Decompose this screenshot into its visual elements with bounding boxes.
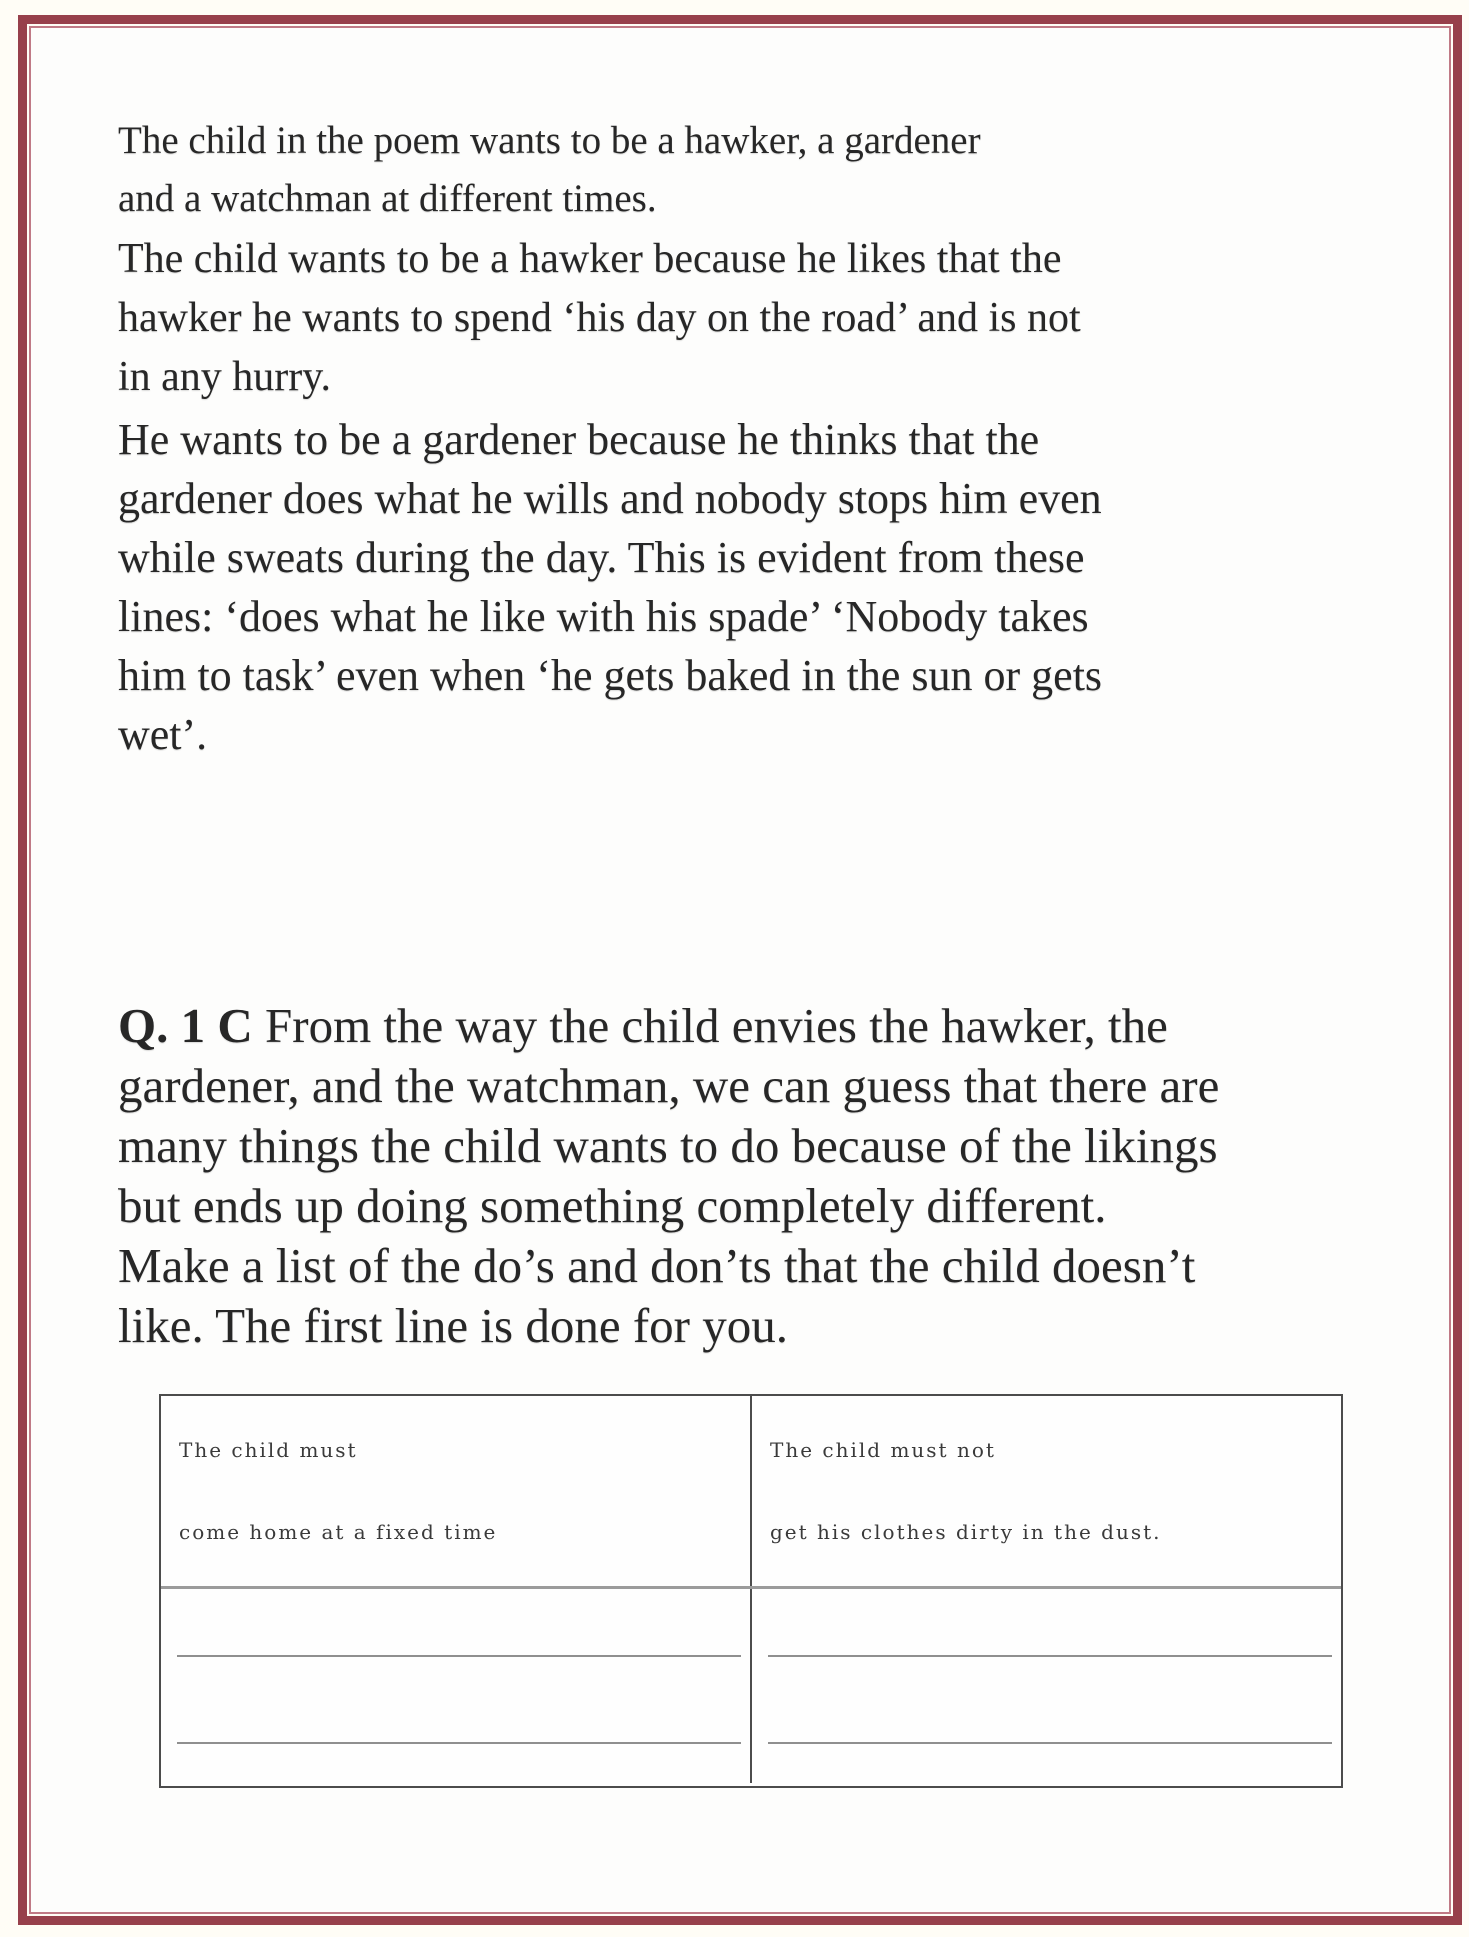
text-line: The child wants to be a hawker because he likes that the <box>118 236 1062 282</box>
question-number-label: Q. 1 C <box>118 998 253 1053</box>
paragraph-gardener-reason <box>118 410 1102 764</box>
paragraph-question-1c <box>118 996 1219 1356</box>
table-cell-must <box>161 1396 752 1586</box>
dos-donts-table <box>159 1394 1343 1788</box>
text-line: Make a list of the do’s and don’ts that the child doesn’t <box>118 1238 1196 1293</box>
text-line: but ends up doing something completely different. <box>118 1178 1107 1233</box>
must-column-header: The child must <box>179 1438 358 1462</box>
blank-answer-cell-must <box>161 1589 752 1783</box>
text-line: like. The first line is done for you. <box>118 1298 788 1353</box>
text-line: many things the child wants to do because of the likings <box>118 1118 1218 1173</box>
text-line: lines: ‘does what he like with his spade’ ‘Nobody takes <box>118 592 1089 641</box>
text-line: gardener does what he wills and nobody stops him even <box>118 474 1102 523</box>
text-line: hawker he wants to spend ‘his day on the road’ and is not <box>118 295 1081 341</box>
must-example-entry: come home at a fixed time <box>179 1520 498 1544</box>
blank-answer-cell-must-not <box>752 1589 1341 1783</box>
text-line: him to task’ even when ‘he gets baked in the sun or gets <box>118 651 1103 700</box>
text-line: and a watchman at different times. <box>118 177 657 220</box>
text-line: wet’. <box>118 710 208 759</box>
must-not-example-entry: get his clothes dirty in the dust. <box>770 1520 1162 1544</box>
table-blank-row <box>161 1589 1341 1783</box>
question-line-text: From the way the child envies the hawker, the <box>252 998 1168 1053</box>
text-line: The child in the poem wants to be a hawker, a gardener <box>118 119 981 162</box>
text-line: He wants to be a gardener because he thinks that the <box>118 415 1040 464</box>
text-line: while sweats during the day. This is evident from these <box>118 533 1085 582</box>
writing-line <box>177 1655 741 1657</box>
table-cell-must-not <box>752 1396 1341 1586</box>
writing-line <box>177 1742 741 1744</box>
text-line <box>118 996 1219 1056</box>
must-not-column-header: The child must not <box>770 1438 996 1462</box>
paragraph-hawker-reason <box>118 230 1081 407</box>
writing-line <box>768 1742 1332 1744</box>
writing-line <box>768 1655 1332 1657</box>
paragraph-intro <box>118 112 981 228</box>
table-header-row <box>161 1396 1341 1589</box>
text-line: gardener, and the watchman, we can guess that there are <box>118 1058 1220 1113</box>
text-line: in any hurry. <box>118 354 332 400</box>
